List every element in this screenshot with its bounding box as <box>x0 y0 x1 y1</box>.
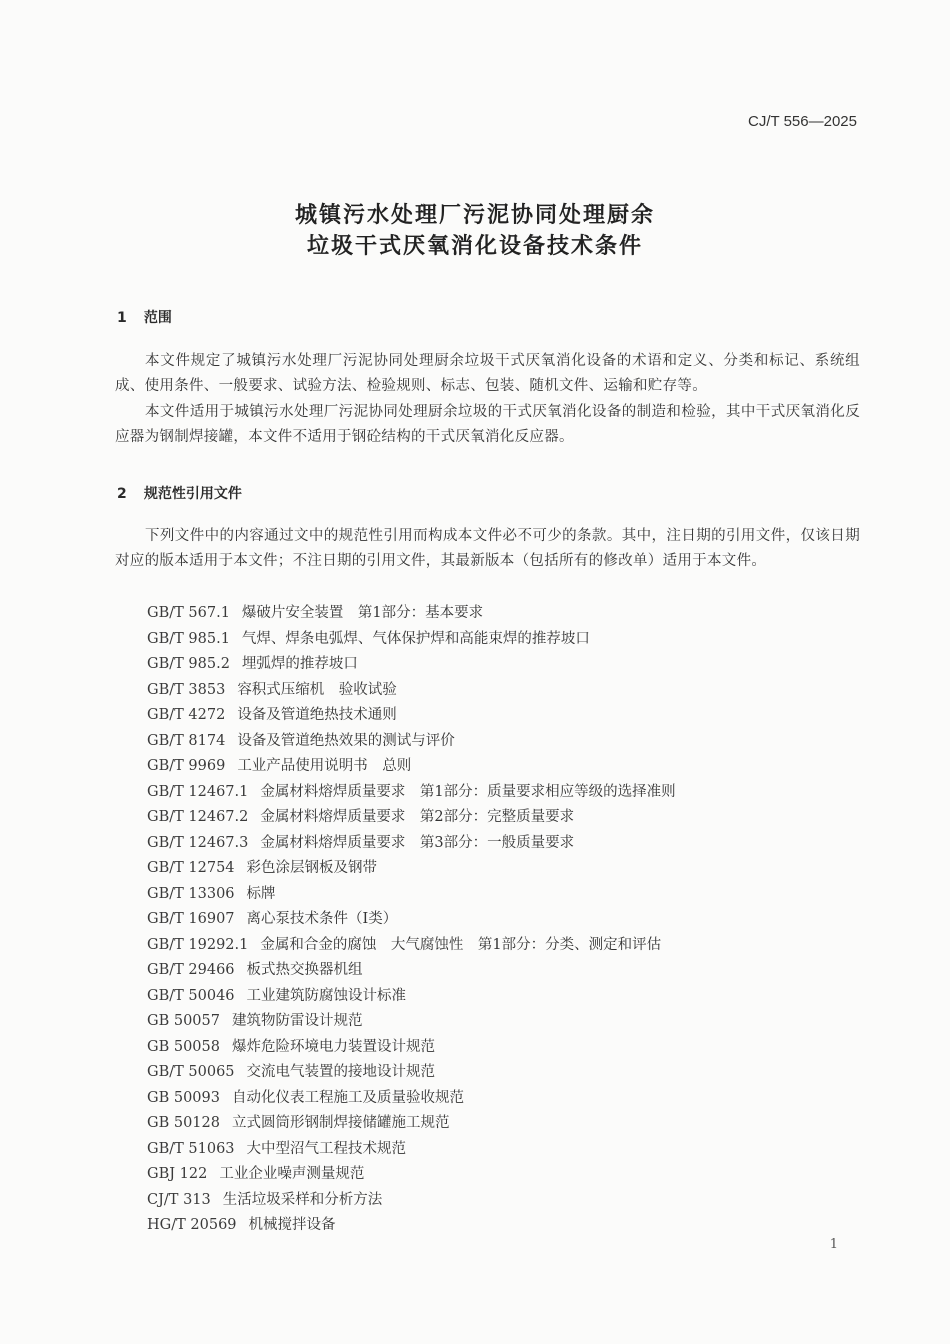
scope-paragraph-1: 本文件规定了城镇污水处理厂污泥协同处理厨余垃圾干式厌氧消化设备的术语和定义、分类和标记、系统组成、使用条件、一般要求、试验方法、检验规则、标志、包装、随机文件、运输和贮存等。 <box>115 353 860 394</box>
document-title-line-2: 垃圾干式厌氧消化设备技术条件 <box>306 234 643 259</box>
reference-code: GBJ 122 <box>147 1166 208 1182</box>
reference-code: GB/T 985.2 <box>147 656 230 672</box>
reference-code: GB/T 9969 <box>147 758 226 774</box>
reference-title: 设备及管道绝热效果的测试与评价 <box>237 732 455 749</box>
reference-item <box>147 754 676 780</box>
reference-title: 爆炸危险环境电力装置设计规范 <box>231 1038 435 1055</box>
reference-code: GB/T 3853 <box>147 681 226 698</box>
reference-title: 工业建筑防腐蚀设计标准 <box>246 987 407 1004</box>
reference-title: 自动化仪表工程施工及质量验收规范 <box>231 1089 464 1106</box>
reference-title: 金属和合金的腐蚀 大气腐蚀性 第1部分：分类、测定和评估 <box>260 936 662 953</box>
reference-item <box>147 856 676 882</box>
reference-item <box>147 1086 676 1112</box>
reference-item <box>147 1162 676 1188</box>
reference-code: GB/T 12754 <box>147 860 235 876</box>
reference-item <box>147 703 676 729</box>
reference-code: CJ/T 313 <box>147 1191 211 1208</box>
reference-item <box>147 907 676 933</box>
reference-item <box>147 780 676 806</box>
reference-code: GB/T 19292.1 <box>147 936 249 953</box>
reference-title: 气焊、焊条电弧焊、气体保护焊和高能束焊的推荐坡口 <box>241 630 590 647</box>
reference-code: GB/T 12467.3 <box>147 834 249 851</box>
reference-title: 交流电气装置的接地设计规范 <box>246 1064 436 1080</box>
reference-item <box>147 652 676 678</box>
reference-item <box>147 984 676 1010</box>
reference-code: GB 50058 <box>147 1038 220 1055</box>
reference-item <box>147 678 676 704</box>
reference-code: HG/T 20569 <box>147 1217 237 1233</box>
reference-item <box>147 882 676 908</box>
reference-title: 金属材料熔焊质量要求 第2部分：完整质量要求 <box>260 809 575 825</box>
reference-item <box>147 601 676 627</box>
reference-code: GB/T 29466 <box>147 962 235 978</box>
reference-item <box>147 805 676 831</box>
reference-title: 建筑物防雷设计规范 <box>231 1013 363 1029</box>
section-title: 范围 <box>143 310 172 326</box>
reference-item <box>147 1188 676 1214</box>
reference-code: GB/T 12467.1 <box>147 783 249 800</box>
page-number: 1 <box>829 1237 838 1252</box>
reference-title: 机械搅拌设备 <box>248 1217 336 1233</box>
reference-code: GB/T 8174 <box>147 732 226 749</box>
document-title-line-1: 城镇污水处理厂污泥协同处理厨余 <box>294 203 655 228</box>
scope-paragraph-2: 本文件适用于城镇污水处理厂污泥协同处理厨余垃圾的干式厌氧消化设备的制造和检验，其中干式厌氧消化反应器为钢制焊接罐，本文件不适用于钢砼结构的干式厌氧消化反应器。 <box>115 404 860 445</box>
reference-title: 金属材料熔焊质量要求 第1部分：质量要求相应等级的选择准则 <box>260 783 676 800</box>
reference-title: 爆破片安全装置 第1部分：基本要求 <box>241 605 484 621</box>
reference-title: 立式圆筒形钢制焊接储罐施工规范 <box>231 1115 450 1131</box>
reference-code: GB 50128 <box>147 1115 220 1131</box>
reference-item <box>147 1111 676 1137</box>
reference-title: 工业企业噪声测量规范 <box>219 1166 365 1182</box>
reference-item <box>147 1060 676 1086</box>
section-title: 规范性引用文件 <box>143 486 242 502</box>
reference-title: 设备及管道绝热技术通则 <box>237 707 397 723</box>
reference-code: GB/T 985.1 <box>147 630 230 647</box>
reference-title: 生活垃圾采样和分析方法 <box>222 1191 383 1208</box>
reference-item <box>147 958 676 984</box>
reference-code: GB/T 12467.2 <box>147 809 249 825</box>
reference-title: 大中型沼气工程技术规范 <box>246 1140 407 1157</box>
reference-code: GB/T 16907 <box>147 911 235 927</box>
reference-item <box>147 1035 676 1061</box>
document-id: CJ/T 556—2025 <box>748 113 857 130</box>
reference-title: 板式热交换器机组 <box>246 962 363 978</box>
reference-item <box>147 627 676 653</box>
reference-code: GB/T 50065 <box>147 1064 235 1080</box>
section-number: 1 <box>117 310 127 326</box>
reference-title: 工业产品使用说明书 总则 <box>237 758 412 774</box>
reference-title: 标牌 <box>246 885 276 902</box>
reference-code: GB/T 4272 <box>147 707 226 723</box>
reference-item <box>147 1213 676 1239</box>
reference-code: GB/T 50046 <box>147 987 235 1004</box>
reference-title: 金属材料熔焊质量要求 第3部分：一般质量要求 <box>260 834 575 851</box>
reference-code: GB/T 51063 <box>147 1140 235 1157</box>
reference-title: 离心泵技术条件（Ⅰ类） <box>246 911 398 927</box>
reference-item <box>147 831 676 857</box>
reference-title: 彩色涂层钢板及钢带 <box>246 860 378 876</box>
reference-code: GB/T 567.1 <box>147 605 230 621</box>
reference-list <box>147 601 676 1239</box>
reference-item <box>147 1009 676 1035</box>
reference-item <box>147 729 676 755</box>
reference-item <box>147 1137 676 1163</box>
references-intro-paragraph: 下列文件中的内容通过文中的规范性引用而构成本文件必不可少的条款。其中，注日期的引用文件，仅该日期对应的版本适用于本文件；不注日期的引用文件，其最新版本（包括所有的修改单）适用于本文件。 <box>115 528 860 569</box>
reference-title: 埋弧焊的推荐坡口 <box>241 656 358 672</box>
reference-title: 容积式压缩机 验收试验 <box>237 681 397 698</box>
reference-code: GB/T 13306 <box>147 885 235 902</box>
section-number: 2 <box>117 486 127 502</box>
section-heading-scope <box>117 307 172 327</box>
reference-code: GB 50093 <box>147 1089 220 1106</box>
reference-item <box>147 933 676 959</box>
section-heading-normative-references <box>117 483 242 503</box>
reference-code: GB 50057 <box>147 1013 220 1029</box>
